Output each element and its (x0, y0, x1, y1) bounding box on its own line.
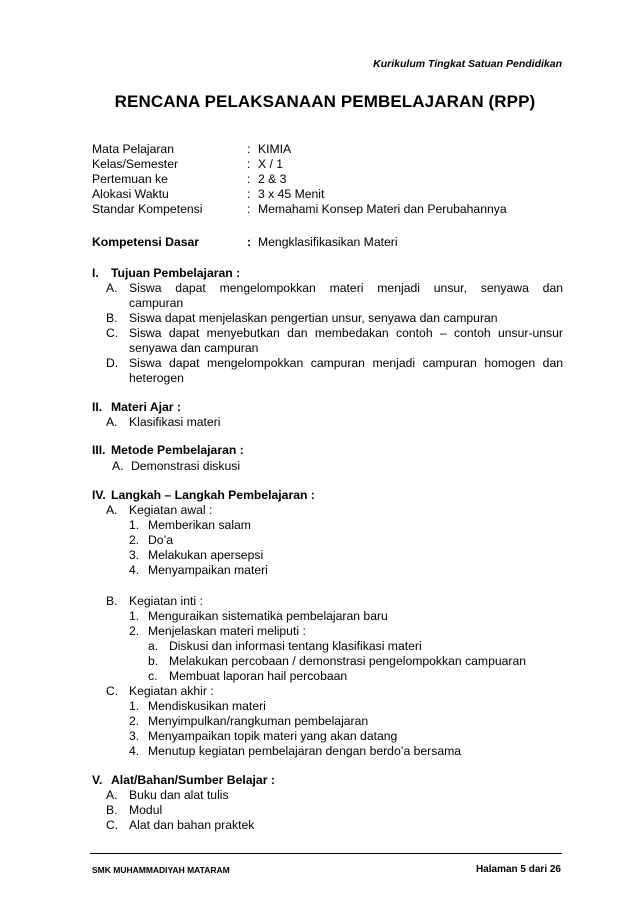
footer-school: SMK MUHAMMADIYAH MATARAM (92, 865, 230, 875)
list-item: Melakukan apersepsi (148, 548, 264, 562)
list-item: Diskusi dan informasi tentang klasifikasi materi (169, 639, 422, 653)
list-marker: A. (106, 788, 118, 802)
list-item: Menyimpulkan/rangkuman pembelajaran (148, 714, 369, 728)
list-item: Siswa dapat mengelompokkan campuran menjadi campuran homogen dan (129, 356, 563, 370)
list-item: Menjelaskan materi meliputi : (148, 624, 306, 638)
list-item: Siswa dapat menyebutkan dan membedakan contoh – contoh unsur-unsur (129, 326, 563, 340)
list-item: Menutup kegiatan pembelajaran dengan berdo’a bersama (148, 744, 462, 758)
footer-divider (90, 853, 562, 854)
section-title: Materi Ajar : (111, 400, 181, 414)
info-value-class: X / 1 (258, 157, 284, 171)
list-marker: 1. (129, 518, 140, 532)
subsection-title: Kegiatan awal : (129, 503, 213, 517)
list-marker: B. (106, 803, 118, 817)
list-marker: 3. (129, 729, 140, 743)
list-marker: B. (106, 594, 118, 608)
list-item: Demonstrasi diskusi (131, 459, 241, 473)
list-item: Buku dan alat tulis (129, 788, 229, 802)
list-item: Menyampaikan topik materi yang akan datang (148, 729, 398, 743)
info-label-subject: Mata Pelajaran (92, 142, 174, 156)
list-item: Siswa dapat menjelaskan pengertian unsur, senyawa dan campuran (129, 311, 498, 325)
list-marker: A. (106, 281, 118, 295)
section-number: I. (92, 266, 99, 280)
list-marker: c. (148, 669, 158, 683)
section-number: IV. (92, 488, 106, 502)
list-marker: 1. (129, 699, 140, 713)
basic-competency-value: Mengklasifikasikan Materi (258, 235, 398, 249)
section-number: III. (92, 443, 106, 457)
list-item: Melakukan percobaan / demonstrasi pengelompokkan campuaran (169, 654, 527, 668)
list-marker: A. (112, 459, 124, 473)
list-item-continued: senyawa dan campuran (129, 341, 259, 355)
info-value-time: 3 x 45 Menit (258, 187, 325, 201)
list-item: Alat dan bahan praktek (129, 818, 255, 832)
section-title: Alat/Bahan/Sumber Belajar : (111, 773, 275, 787)
list-marker: 4. (129, 563, 140, 577)
info-value-meeting: 2 & 3 (258, 172, 287, 186)
list-item: Do’a (148, 533, 174, 547)
list-marker: 4. (129, 744, 140, 758)
list-marker: 2. (129, 533, 140, 547)
info-colon: : (247, 187, 251, 201)
list-item: Menyampaikan materi (148, 563, 268, 577)
info-label-class: Kelas/Semester (92, 157, 179, 171)
list-item-continued: heterogen (129, 371, 184, 385)
footer-page-number: Halaman 5 dari 26 (475, 864, 561, 875)
list-marker: 2. (129, 714, 140, 728)
info-colon: : (247, 235, 252, 249)
list-marker: D. (106, 356, 119, 370)
list-marker: 3. (129, 548, 140, 562)
page-title: RENCANA PELAKSANAAN PEMBELAJARAN (RPP) (114, 92, 536, 111)
info-label-meeting: Pertemuan ke (92, 172, 168, 186)
list-marker: A. (106, 415, 118, 429)
info-value-subject: KIMIA (258, 142, 292, 156)
section-number: II. (92, 400, 103, 414)
section-title: Tujuan Pembelajaran : (111, 266, 241, 280)
section-title: Langkah – Langkah Pembelajaran : (111, 488, 315, 502)
list-item: Mendiskusikan materi (148, 699, 266, 713)
list-item: Menguraikan sistematika pembelajaran baru (148, 609, 388, 623)
list-marker: b. (148, 654, 159, 668)
list-marker: 2. (129, 624, 140, 638)
info-colon: : (247, 172, 251, 186)
list-marker: C. (106, 818, 119, 832)
list-item: Modul (129, 803, 163, 817)
list-marker: 1. (129, 609, 140, 623)
list-marker: B. (106, 311, 118, 325)
list-marker: A. (106, 503, 118, 517)
subsection-title: Kegiatan akhir : (129, 684, 214, 698)
list-item: Membuat laporan hail percobaan (169, 669, 348, 683)
curriculum-header: Kurikulum Tingkat Satuan Pendidikan (373, 58, 562, 70)
section-title: Metode Pembelajaran : (111, 443, 244, 457)
list-marker: a. (148, 639, 159, 653)
section-number: V. (92, 773, 103, 787)
info-colon: : (247, 202, 251, 216)
info-label-competency-standard: Standar Kompetensi (92, 202, 203, 216)
info-colon: : (247, 142, 251, 156)
list-marker: C. (106, 684, 119, 698)
list-item: Klasifikasi materi (129, 415, 221, 429)
list-item-continued: campuran (129, 296, 184, 310)
subsection-title: Kegiatan inti : (129, 594, 203, 608)
info-label-time: Alokasi Waktu (92, 187, 169, 201)
info-colon: : (247, 157, 251, 171)
info-value-competency-standard: Memahami Konsep Materi dan Perubahannya (258, 202, 507, 216)
list-item: Siswa dapat mengelompokkan materi menjadi unsur, senyawa dan (129, 281, 563, 295)
list-marker: C. (106, 326, 119, 340)
list-item: Memberikan salam (148, 518, 251, 532)
basic-competency-label: Kompetensi Dasar (92, 235, 200, 249)
